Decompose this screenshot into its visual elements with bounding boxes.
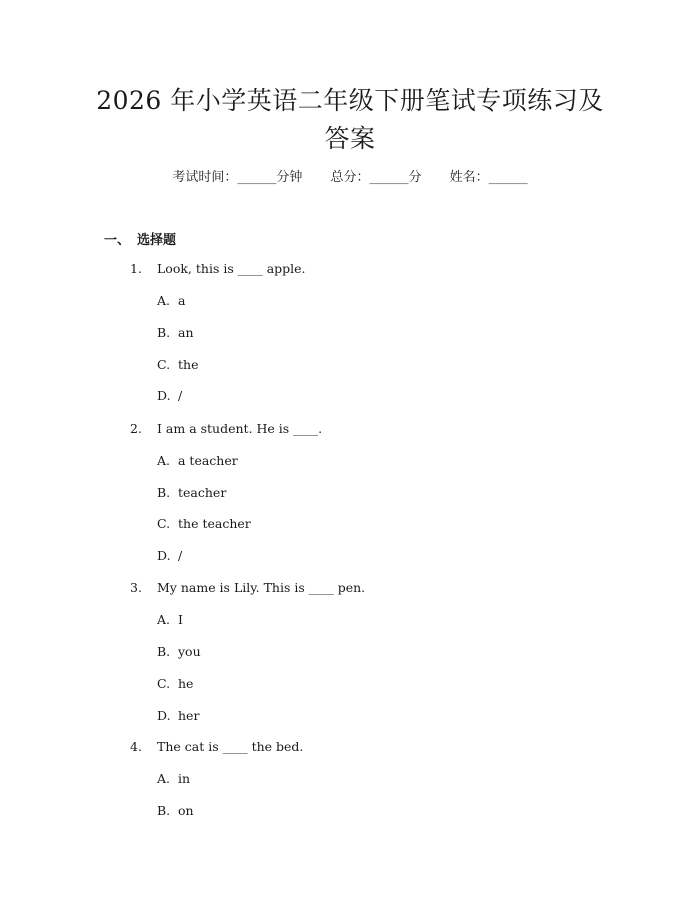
option-letter: C.	[157, 357, 171, 372]
question-text: Look, this is ____ apple.	[157, 261, 306, 276]
option-text: /	[178, 548, 183, 563]
question-text: I am a student. He is ____.	[157, 421, 323, 436]
answer-option	[157, 770, 190, 788]
option-text: he	[178, 676, 194, 691]
option-text: you	[178, 644, 201, 659]
option-text: teacher	[178, 485, 227, 500]
question	[130, 579, 365, 597]
question	[130, 738, 303, 756]
answer-option	[157, 675, 193, 693]
option-letter: D.	[157, 388, 171, 403]
answer-option	[157, 547, 182, 565]
option-text: a teacher	[178, 453, 238, 468]
total-score: 总分：______分	[330, 170, 422, 185]
answer-option	[157, 484, 226, 502]
option-text: the	[178, 357, 199, 372]
exam-info	[0, 168, 700, 188]
option-letter: A.	[157, 293, 171, 308]
question-number: 2.	[130, 421, 142, 436]
answer-option	[157, 802, 194, 820]
question-number: 3.	[130, 580, 142, 595]
option-text: an	[178, 325, 194, 340]
option-letter: B.	[157, 325, 171, 340]
student-name: 姓名：______	[449, 170, 528, 185]
option-letter: D.	[157, 708, 171, 723]
option-text: her	[178, 708, 200, 723]
question-text: My name is Lily. This is ____ pen.	[157, 580, 366, 595]
answer-option	[157, 611, 183, 629]
option-letter: B.	[157, 803, 171, 818]
answer-option	[157, 515, 251, 533]
option-letter: C.	[157, 676, 171, 691]
option-text: in	[178, 771, 191, 786]
section-heading	[104, 229, 176, 248]
answer-option	[157, 707, 199, 725]
title-line-2: 答案	[324, 124, 376, 153]
answer-option	[157, 292, 185, 310]
option-letter: C.	[157, 516, 171, 531]
option-letter: D.	[157, 548, 171, 563]
page-title	[70, 82, 630, 158]
question	[130, 420, 322, 438]
title-line-1: 2026 年小学英语二年级下册笔试专项练习及	[96, 86, 604, 115]
answer-option	[157, 387, 182, 405]
option-letter: B.	[157, 644, 171, 659]
option-letter: A.	[157, 453, 171, 468]
question-number: 1.	[130, 261, 142, 276]
option-letter: B.	[157, 485, 171, 500]
section-label: 选择题	[137, 233, 177, 248]
answer-option	[157, 452, 238, 470]
option-letter: A.	[157, 612, 171, 627]
question-number: 4.	[130, 739, 142, 754]
option-text: /	[178, 388, 183, 403]
option-letter: A.	[157, 771, 171, 786]
exam-time: 考试时间：______分钟	[172, 170, 303, 185]
section-number: 一、	[104, 233, 131, 248]
question	[130, 260, 306, 278]
answer-option	[157, 356, 198, 374]
option-text: a	[178, 293, 186, 308]
answer-option	[157, 643, 201, 661]
answer-option	[157, 324, 194, 342]
option-text: I	[178, 612, 183, 627]
option-text: on	[178, 803, 194, 818]
option-text: the teacher	[178, 516, 251, 531]
question-text: The cat is ____ the bed.	[157, 739, 304, 754]
